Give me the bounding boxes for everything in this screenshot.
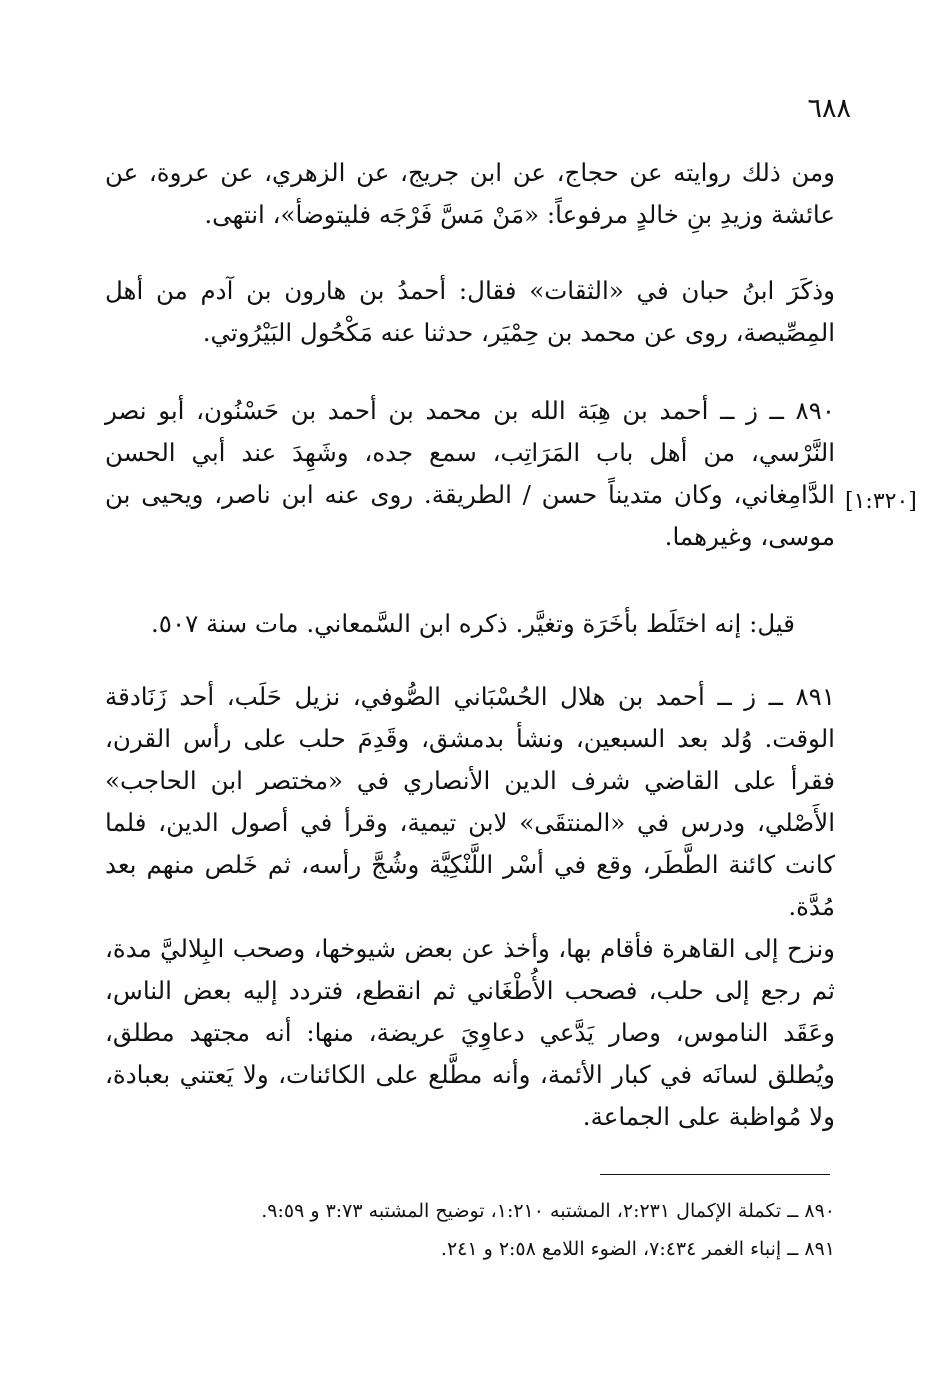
body-paragraph-6 [105,928,835,1138]
body-paragraph-3 [105,390,835,558]
footnote-890: ٨٩٠ ــ تكملة الإكمال ٢:٢٣١، المشتبه ١:٢١٠، توضيح المشتبه ٣:٧٣ و ٩:٥٩. [261,1200,835,1222]
footnotes [75,1192,835,1268]
page-number: ٦٨٨ [807,93,851,124]
margin-reference: [١:٣٢٠] [845,489,917,514]
footnote-891: ٨٩١ ــ إنباء الغمر ٧:٤٣٤، الضوء اللامع ٢:٥٨ و ٢٤١. [440,1238,835,1260]
body-paragraph-4 [105,603,835,645]
body-paragraph-2 [105,270,835,354]
body-paragraph-1 [105,152,835,236]
paragraph-death-note: قيل: إنه اختَلَط بأخَرَة وتغيَّر. ذكره ابن السَّمعاني. مات سنة ٥٠٧. [150,609,795,638]
paragraph-ibn-hibban: وذكَرَ ابنُ حبان في «الثقات» فقال: أحمدُ بن هارون بن آدم من أهل المِصِّيصة، روى عن محمد بن حِمْيَر، حدثنا عنه مَكْحُول البَيْرُوتي. [105,276,835,347]
entry-891: ٨٩١ ــ ز ــ أحمد بن هلال الحُسْبَاني الصُّوفي، نزيل حَلَب، أحد زَنَادقة الوقت. وُلد بعد السبعين، ونشأ بدمشق، وقَدِمَ حلب على رأس القرن، فقرأ على القاضي شرف الدين الأنصاري في «مختصر ابن الحاجب» الأَصْلي، ودرس في «المنتقَى» لابن تيمية، وقرأ في أصول الدين، فلما كانت كائنة الطَّطَر، وقع في أسْر اللَّنْكِيَّة وشُجَّ رأسه، ثم خَلص منهم بعد مُدَّة. [105,682,835,921]
paragraph-hadith-chain: ومن ذلك روايته عن حجاج، عن ابن جريج، عن الزهري، عن عروة، عن عائشة وزيدِ بنِ خالدٍ مرفوعاً: «مَنْ مَسَّ فَرْجَه فليتوضأ»، انتهى. [105,158,835,229]
paragraph-cairo: ونزح إلى القاهرة فأقام بها، وأخذ عن بعض شيوخها، وصحب البِلاليَّ مدة، ثم رجع إلى حلب، فصحب الأُطْغَاني ثم انقطع، فتردد إليه بعض الناس، وعَقَد الناموس، وصار يَدَّعي دعاوِيَ عريضة، منها: أنه مجتهد مطلق، ويُطلق لسانَه في كبار الأئمة، وأنه مطَّلع على الكائنات، ولا يَعتني بعبادة، ولا مُواظبة على الجماعة. [105,934,835,1131]
body-paragraph-5 [105,676,835,928]
entry-890: ٨٩٠ ــ ز ــ أحمد بن هِبَة الله بن محمد بن أحمد بن حَسْنُون، أبو نصر النَّرْسي، من أهل باب المَرَاتِب، سمع جده، وشَهِدَ عند أبي الحسن الدَّامِغاني، وكان متديناً حسن / الطريقة. روى عنه ابن ناصر، ويحيى بن موسى، وغيرهما. [105,396,835,551]
footnote-separator [600,1174,830,1175]
